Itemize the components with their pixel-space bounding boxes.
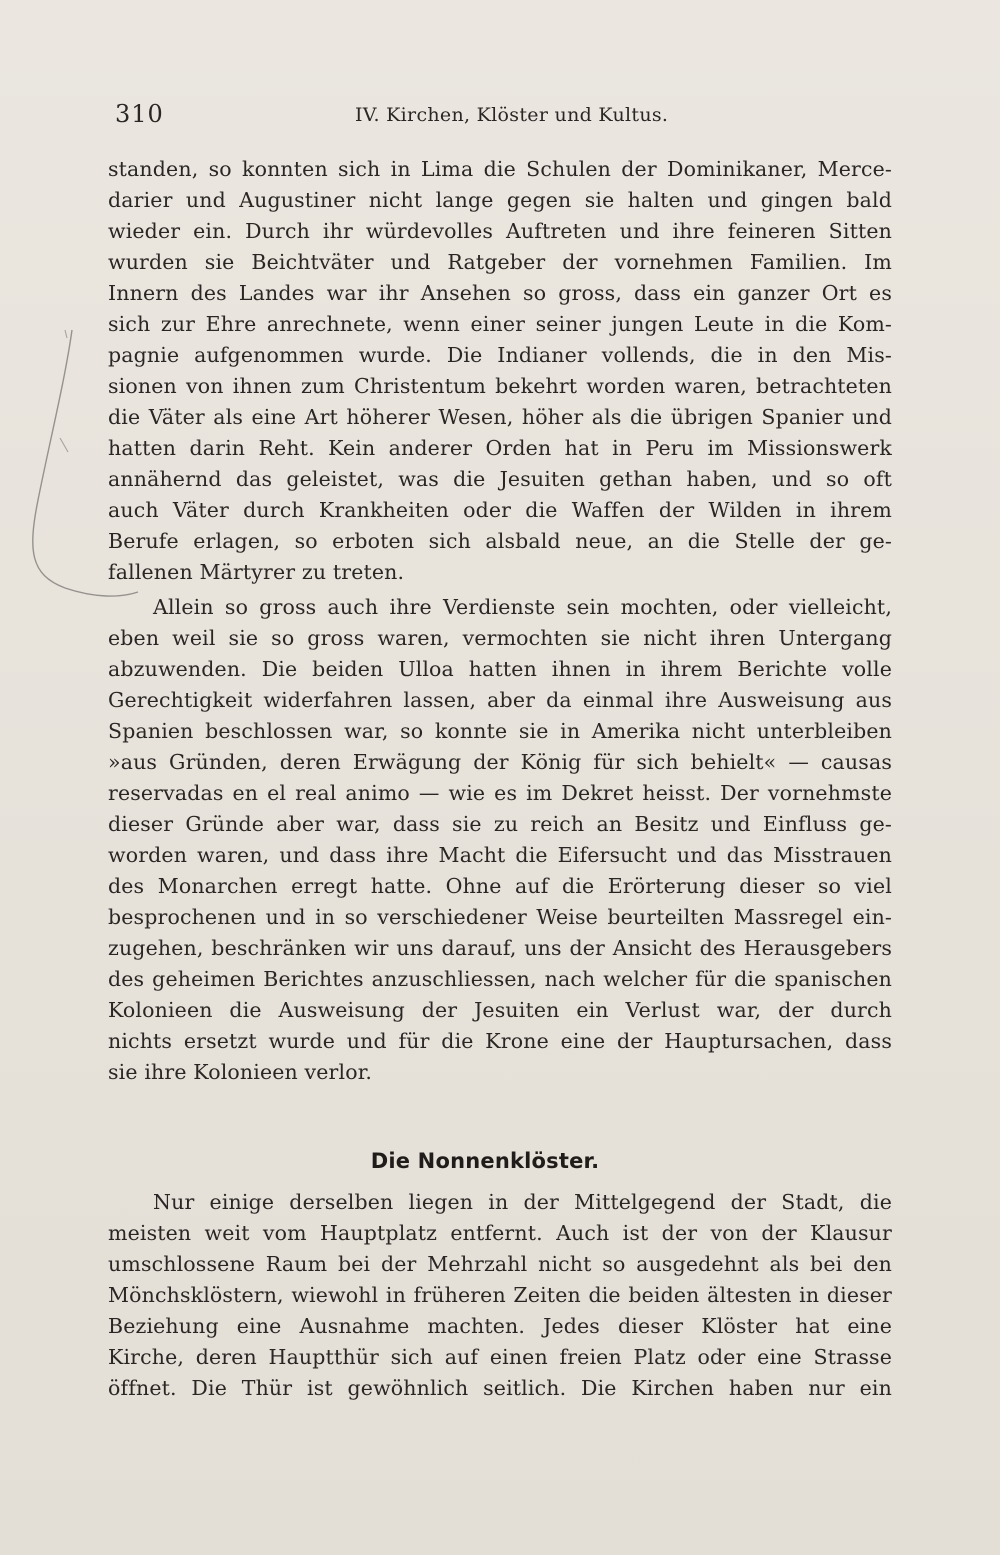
text-line: umschlossene Raum bei der Mehrzahl nicht so ausgedehnt als bei den: [108, 1252, 892, 1276]
text-line: Kolonieen die Ausweisung der Jesuiten ein Verlust war, der durch: [108, 998, 892, 1022]
text-line: Mönchsklöstern, wiewohl in früheren Zeiten die beiden ältesten in dieser: [108, 1283, 892, 1307]
paragraph-jesuits-influence: [108, 154, 892, 588]
text-line: die Väter als eine Art höherer Wesen, höher als die übrigen Spanier und: [108, 405, 892, 429]
text-line: Kirche, deren Hauptthür sich auf einen freien Platz oder eine Strasse: [108, 1345, 892, 1369]
text-line: annähernd das geleistet, was die Jesuiten gethan haben, und so oft: [108, 467, 892, 491]
text-line: öffnet. Die Thür ist gewöhnlich seitlich. Die Kirchen haben nur ein: [108, 1376, 892, 1400]
text-line: des Monarchen erregt hatte. Ohne auf die Erörterung dieser so viel: [108, 874, 892, 898]
text-line: standen, so konnten sich in Lima die Schulen der Dominikaner, Merce-: [108, 157, 892, 181]
running-head: [115, 100, 885, 134]
text-line: besprochenen und in so verschiedener Weise beurteilten Massregel ein-: [108, 905, 892, 929]
running-title: IV. Kirchen, Klöster und Kultus.: [355, 104, 669, 126]
text-line: abzuwenden. Die beiden Ulloa hatten ihnen in ihrem Berichte volle: [108, 657, 892, 681]
text-line: sie ihre Kolonieen verlor.: [108, 1060, 373, 1084]
paragraph-nunneries: [108, 1187, 892, 1404]
text-line: Nur einige derselben liegen in der Mittelgegend der Stadt, die: [153, 1190, 892, 1214]
text-line: Allein so gross auch ihre Verdienste sein mochten, oder vielleicht,: [153, 595, 892, 619]
text-line: Gerechtigkeit widerfahren lassen, aber da einmal ihre Ausweisung aus: [108, 688, 892, 712]
paragraph-jesuits-expulsion: [108, 592, 892, 1088]
text-line: sionen von ihnen zum Christentum bekehrt worden waren, betrachteten: [108, 374, 892, 398]
text-line: dieser Gründe aber war, dass sie zu reich an Besitz und Einfluss ge-: [108, 812, 892, 836]
text-line: hatten darin Reht. Kein anderer Orden hat in Peru im Missionswerk: [108, 436, 892, 460]
text-line: darier und Augustiner nicht lange gegen sie halten und gingen bald: [108, 188, 892, 212]
text-line: meisten weit vom Hauptplatz entfernt. Auch ist der von der Klausur: [108, 1221, 892, 1245]
text-line: Innern des Landes war ihr Ansehen so gross, dass ein ganzer Ort es: [108, 281, 892, 305]
text-line: reservadas en el real animo — wie es im Dekret heisst. Der vornehmste: [108, 781, 892, 805]
text-line: wieder ein. Durch ihr würdevolles Auftreten und ihre feineren Sitten: [108, 219, 892, 243]
text-line: zugehen, beschränken wir uns darauf, uns der Ansicht des Herausgebers: [108, 936, 892, 960]
text-line: eben weil sie so gross waren, vermochten sie nicht ihren Untergang: [108, 626, 892, 650]
text-line: fallenen Märtyrer zu treten.: [108, 560, 405, 584]
section-heading: Die Nonnenklöster.: [370, 1149, 600, 1173]
text-line: pagnie aufgenommen wurde. Die Indianer vollends, die in den Mis-: [108, 343, 892, 367]
text-line: Berufe erlagen, so erboten sich alsbald neue, an die Stelle der ge-: [108, 529, 892, 553]
text-line: Beziehung eine Ausnahme machten. Jedes dieser Klöster hat eine: [108, 1314, 892, 1338]
text-line: nichts ersetzt wurde und für die Krone eine der Hauptursachen, dass: [108, 1029, 892, 1053]
page-number: 310: [115, 100, 164, 128]
text-line: »aus Gründen, deren Erwägung der König für sich behielt« — causas: [108, 750, 892, 774]
text-line: Spanien beschlossen war, so konnte sie in Amerika nicht unterbleiben: [108, 719, 892, 743]
text-line: worden waren, und dass ihre Macht die Eifersucht und das Misstrauen: [108, 843, 892, 867]
text-line: sich zur Ehre anrechnete, wenn einer seiner jungen Leute in die Kom-: [108, 312, 892, 336]
text-line: des geheimen Berichtes anzuschliessen, nach welcher für die spanischen: [108, 967, 892, 991]
text-line: auch Väter durch Krankheiten oder die Waffen der Wilden in ihrem: [108, 498, 892, 522]
text-line: wurden sie Beichtväter und Ratgeber der vornehmen Familien. Im: [108, 250, 892, 274]
